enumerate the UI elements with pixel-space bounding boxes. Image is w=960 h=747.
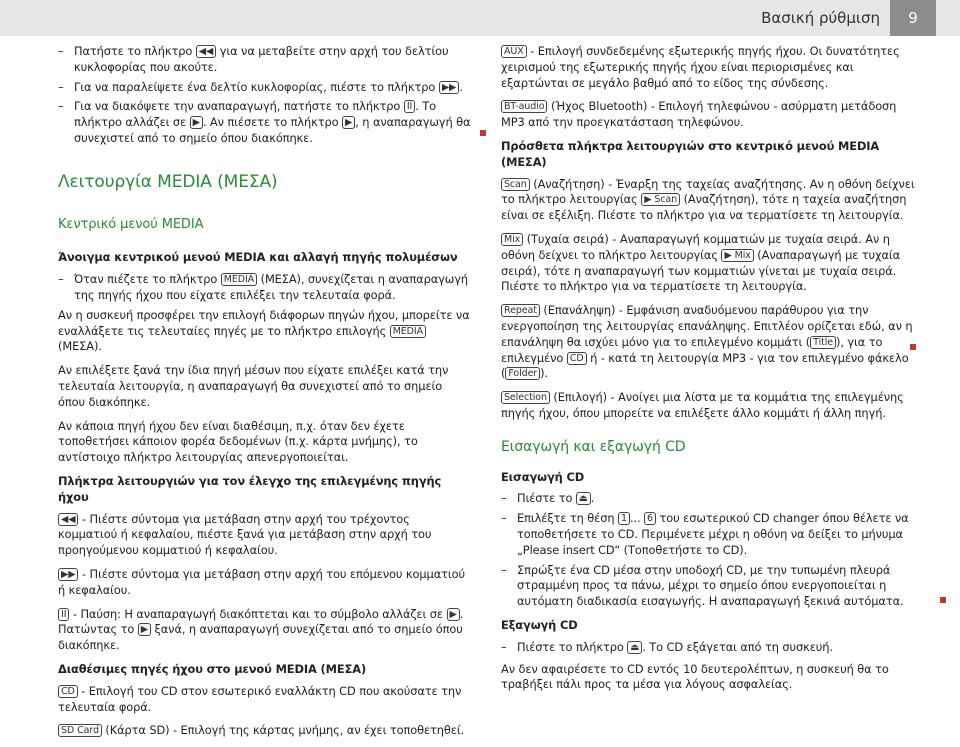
media-key-icon: MEDIA: [390, 325, 426, 338]
scan-active-key-icon: ▶ Scan: [641, 193, 680, 206]
page-number: 9: [890, 0, 936, 36]
paragraph: Αν κάποια πηγή ήχου δεν είναι διαθέσιμη, π.χ. όταν δεν έχετε τοποθετήσει κάποιον φορέα δεδομένων (π.χ. κάρτα μνήμης), το αντίστοιχο πλήκτρο λειτουργίας απενεργοποιείται.: [58, 418, 418, 465]
fast-forward-key-icon: ▶▶: [58, 568, 78, 581]
bold-heading: Άνοιγμα κεντρικού μενού MEDIA και αλλαγή πηγής πολυμέσων: [58, 250, 458, 265]
paragraph: II - Παύση: Η αναπαραγωγή διακόπτεται και το σύμβολο αλλάζει σε ▶ . Πατώντας το ▶ ξανά, η αναπαραγωγή συνεχίζεται από το σημείο όπου διακόπηκε.: [58, 606, 464, 653]
media-key-icon: MEDIA: [221, 273, 257, 286]
paragraph: Αν η συσκευή προσφέρει την επιλογή διάφορων πηγών ήχου, μπορείτε να εναλλάξετε τις τελευταίες πηγές με το πλήκτρο επιλογής MEDIA (ΜΕΣΑ).: [58, 307, 470, 354]
rewind-key-icon: ◀◀: [58, 513, 78, 526]
list-item: – Πιέστε το ⏏ .: [501, 491, 915, 507]
bold-heading: Διαθέσιμες πηγές ήχου στο μενού MEDIA (ΜΕΣΑ): [58, 661, 367, 676]
title-key-icon: Title: [810, 336, 836, 349]
eject-key-icon: ⏏: [576, 492, 591, 505]
selection-key-icon: Selection: [501, 391, 550, 404]
bold-heading: Πρόσθετα πλήκτρα λειτουργιών στο κεντρικό μενού MEDIA (ΜΕΣΑ): [501, 138, 880, 169]
cd-key-icon: CD: [58, 685, 78, 698]
paragraph: AUX - Επιλογή συνδεδεμένης εξωτερικής πηγής ήχου. Οι δυνατότητες χειρισμού της εξωτερικής πηγής ήχου είναι περιορισμένες και εξαρτώνται σε μεγάλο βαθμό από το είδος της σύνδεσης.: [501, 44, 900, 90]
section-title: Βασική ρύθμιση: [761, 9, 880, 27]
bold-heading: Εισαγωγή CD: [501, 469, 585, 484]
list-item: – Επιλέξτε τη θέση 1 ... 6 του εσωτερικού CD changer όπου θέλετε να τοποθετήσετε το CD. Περιμένετε μέχρι η οθόνη να δείξει το μήνυμα „Please insert CD“ (Τοποθετήστε το CD).: [501, 511, 915, 558]
right-column: [501, 44, 915, 701]
header-bar: [0, 0, 960, 36]
heading-cd-insert-eject: Εισαγωγή και εξαγωγή CD: [501, 438, 686, 455]
paragraph: Scan (Αναζήτηση) - Έναρξη της ταχείας αναζήτησης. Αν η οθόνη δείχνει το πλήκτρο λειτουργίας ▶ Scan (Αναζήτηση), τότε η ταχεία αναζήτηση είναι σε εξέλιξη. Πιέστε το πλήκτρο για να τερματίσετε τη λειτουργία.: [501, 176, 915, 223]
bold-heading: Εξαγωγή CD: [501, 617, 578, 632]
pause-key-icon: II: [58, 608, 69, 621]
section-marker: [940, 597, 946, 603]
bold-heading: Πλήκτρα λειτουργιών για τον έλεγχο της επιλεγμένης πηγής ήχου: [58, 473, 442, 504]
eject-key-icon: ⏏: [627, 641, 642, 654]
list-item: – Πατήστε το πλήκτρο ◀◀ για να μεταβείτε στην αρχή του δελτίου κυκλοφορίας που ακούτε.: [58, 44, 472, 76]
paragraph: BT-audio (Ήχος Bluetooth) - Επιλογή τηλεφώνου - ασύρματη μετάδοση MP3 από την προεγκατάσταση τηλεφώνου.: [501, 99, 897, 130]
slot-1-key-icon: 1: [618, 512, 630, 525]
cd-key-icon: CD: [567, 352, 587, 365]
folder-key-icon: Folder: [505, 367, 540, 380]
list-item: – Σπρώξτε ένα CD μέσα στην υποδοχή CD, με την τυπωμένη πλευρά στραμμένη προς τα πάνω, μέχρι το σημείο όπου ενεργοποιείται η αυτόματη διαδικασία εισαγωγής. Η αναπαραγωγή ξεκινά αυτόματα.: [501, 563, 915, 610]
play-key-icon: ▶: [342, 116, 355, 129]
paragraph: Mix (Τυχαία σειρά) - Αναπαραγωγή κομματιών με τυχαία σειρά. Αν η οθόνη δείχνει το πλήκτρο λειτουργίας ▶ Mix (Αναπαραγωγή με τυχαία σειρά), τότε η αναπαραγωγή των κομματιών γίνεται με τυχαία σειρά. Πιέστε το πλήκτρο για να τερματίσετε τη λειτουργία.: [501, 231, 901, 294]
aux-key-icon: AUX: [501, 45, 527, 58]
list-item: – Για να διακόψετε την αναπαραγωγή, πατήστε το πλήκτρο II . Το πλήκτρο αλλάζει σε ▶ . Αν πιέσετε το πλήκτρο ▶ , η αναπαραγωγή θα συνεχιστεί από το σημείο όπου διακόπηκε.: [58, 99, 472, 146]
paragraph: ◀◀ - Πιέστε σύντομα για μετάβαση στην αρχή του τρέχοντος κομματιού ή κεφαλαίου, πιέστε ξανά για μετάβαση στην αρχή του προηγούμενου κομματιού ή κεφαλαίου.: [58, 511, 432, 558]
play-key-icon: ▶: [138, 623, 151, 636]
repeat-key-icon: Repeat: [501, 304, 540, 317]
mix-key-icon: Mix: [501, 233, 523, 246]
slot-6-key-icon: 6: [644, 512, 656, 525]
paragraph: Αν επιλέξετε ξανά την ίδια πηγή μέσων που είχατε επιλέξει κατά την τελευταία λειτουργία, η αναπαραγωγή θα συνεχιστεί από το σημείο όπου διακόπηκε.: [58, 363, 449, 409]
scan-key-icon: Scan: [501, 178, 530, 191]
left-column: [58, 44, 472, 747]
pause-key-icon: II: [404, 100, 415, 113]
list-item: – Όταν πιέζετε το πλήκτρο MEDIA (ΜΕΣΑ), συνεχίζεται η αναπαραγωγή της πηγής ήχου που είχατε επιλέξει την τελευταία φορά.: [58, 272, 472, 304]
heading-media-mode: Λειτουργία MEDIA (ΜΕΣΑ): [58, 171, 278, 192]
section-marker: [480, 130, 486, 136]
mix-active-key-icon: ▶ Mix: [721, 249, 753, 262]
list-item: – Για να παραλείψετε ένα δελτίο κυκλοφορίας, πιέστε το πλήκτρο ▶▶ .: [58, 80, 472, 96]
fast-forward-key-icon: ▶▶: [439, 81, 459, 94]
rewind-key-icon: ◀◀: [196, 45, 216, 58]
play-key-icon: ▶: [447, 608, 460, 621]
paragraph: ▶▶ - Πιέστε σύντομα για μετάβαση στην αρχή του επόμενου κομματιού ή κεφαλαίου.: [58, 566, 465, 597]
bt-audio-key-icon: BT-audio: [501, 100, 547, 113]
paragraph: SD Card (Κάρτα SD) - Επιλογή της κάρτας μνήμης, αν έχει τοποθετηθεί.: [58, 723, 472, 739]
paragraph: Selection (Επιλογή) - Ανοίγει μια λίστα με τα κομμάτια της επιλεγμένης πηγής ήχου, όπου μπορείτε να επιλέξετε άλλο κομμάτι ή άλλη πηγή.: [501, 390, 904, 420]
list-item: – Πιέστε το πλήκτρο ⏏ . Το CD εξάγεται από τη συσκευή.: [501, 640, 915, 656]
play-key-icon: ▶: [190, 116, 203, 129]
paragraph: CD - Επιλογή του CD στον εσωτερικό εναλλάκτη CD που ακούσατε την τελευταία φορά.: [58, 683, 462, 714]
subheading-media-menu: Κεντρικό μενού MEDIA: [58, 216, 204, 232]
paragraph: Repeat (Επανάληψη) - Εμφάνιση αναδυόμενου παράθυρου για την ενεργοποίηση της λειτουργίας επανάληψης. Επιτλέον ορίζεται εδώ, αν η επανάληψη θα ισχύει μόνο για το επιλεγμένο κομμάτι ( Title ), για το επιλεγμένο CD ή - κατά τη λειτουργία MP3 - για τον επιλεγμένο φάκελο ( Folder ).: [501, 303, 913, 381]
paragraph: Αν δεν αφαιρέσετε το CD εντός 10 δευτερολέπτων, η συσκευή θα το τραβήξει πάλι προς τα μέσα για λόγους ασφαλείας.: [501, 661, 889, 692]
sd-card-key-icon: SD Card: [58, 724, 102, 737]
